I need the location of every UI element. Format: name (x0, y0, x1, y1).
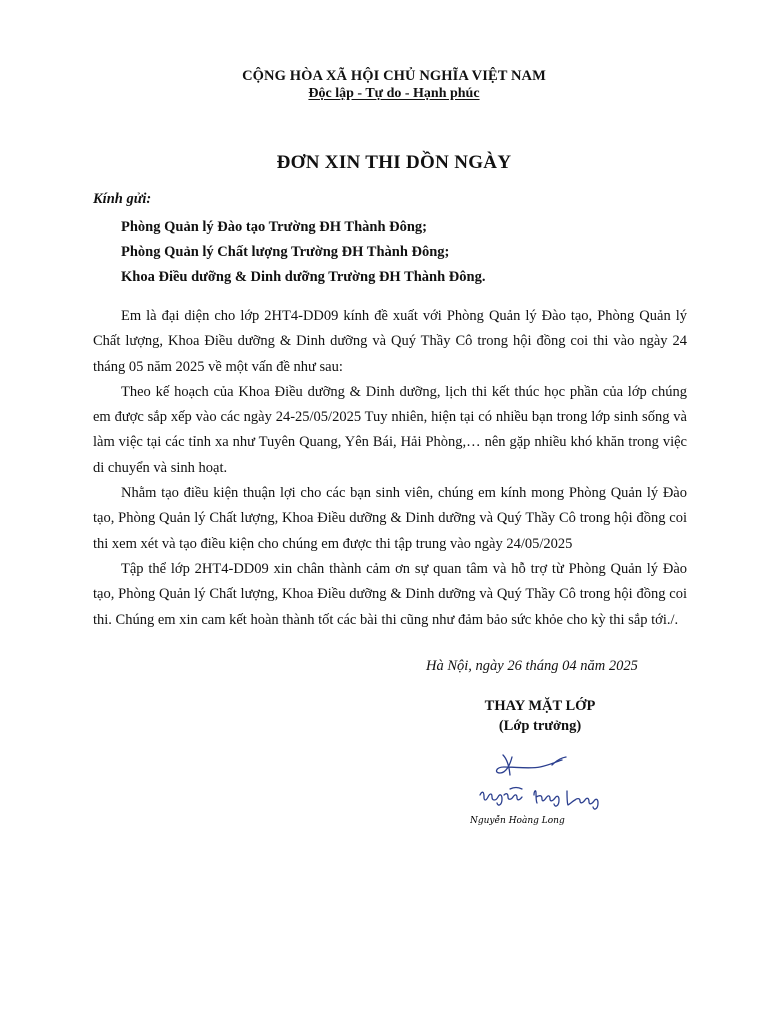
nation-motto: Độc lập - Tự do - Hạnh phúc (308, 86, 480, 101)
body-paragraph: Theo kế hoạch của Khoa Điều dưỡng & Dinh dưỡng, lịch thi kết thúc học phần của lớp chúng em được sắp xếp vào các ngày 24-25/05/2025 Tuy nhiên, hiện tại có nhiều bạn trong lớp sinh sống và làm việc tại các tỉnh xa như Tuyên Quang, Yên Bái, Hải Phòng,… nên gặp nhiều khó khăn trong việc di chuyển và sinh hoạt. (93, 383, 687, 476)
signer-role: (Lớp trưởng) (498, 718, 582, 734)
place-date: Hà Nội, ngày 26 tháng 04 năm 2025 (426, 658, 638, 674)
signature-image (470, 745, 610, 825)
body-paragraph: Tập thể lớp 2HT4-DD09 xin chân thành cảm ơn sự quan tâm và hỗ trợ từ Phòng Quản lý Đào tạo, Phòng Quản lý Chất lượng, Khoa Điều dưỡng & Dinh dưỡng và Quý Thầy Cô trong hội đồng coi thi. Chúng em xin cam kết hoàn thành tốt các bài thi cũng như đảm bảo sức khỏe cho kỳ thi sắp tới./. (93, 560, 687, 628)
body-paragraph: Em là đại diện cho lớp 2HT4-DD09 kính đề xuất với Phòng Quản lý Đào tạo, Phòng Quản lý Chất lượng, Khoa Điều dưỡng & Dinh dưỡng và Quý Thầy Cô trong hội đồng coi thi vào ngày 24 tháng 05 năm 2025 về một vấn đề như sau: (93, 308, 687, 375)
signer-title: THAY MẶT LỚP (484, 698, 596, 714)
handwritten-signature (470, 745, 610, 825)
recipient-item: Khoa Điều dưỡng & Dinh dưỡng Trường ĐH Thành Đông. (121, 269, 486, 285)
letter-body (93, 304, 687, 633)
recipient-item: Phòng Quản lý Đào tạo Trường ĐH Thành Đông; (121, 219, 428, 235)
national-header (0, 67, 768, 103)
nation-title: CỘNG HÒA XÃ HỘI CHỦ NGHĨA VIỆT NAM (242, 68, 546, 84)
body-paragraph: Nhằm tạo điều kiện thuận lợi cho các bạn sinh viên, chúng em kính mong Phòng Quản lý Đào tạo, Phòng Quản lý Chất lượng, Khoa Điều dưỡng & Dinh dưỡng và Quý Thầy Cô trong hội đồng coi thi xem xét và tạo điều kiện cho chúng em được thi tập trung vào ngày 24/05/2025 (93, 485, 687, 552)
recipient-item: Phòng Quản lý Chất lượng Trường ĐH Thành Đông; (121, 244, 450, 260)
recipient-label: Kính gửi: (93, 191, 152, 207)
document-title: ĐƠN XIN THI DỒN NGÀY (276, 152, 512, 173)
signature-name (470, 815, 565, 825)
signature-block (450, 696, 630, 736)
recipient-list (121, 218, 485, 293)
